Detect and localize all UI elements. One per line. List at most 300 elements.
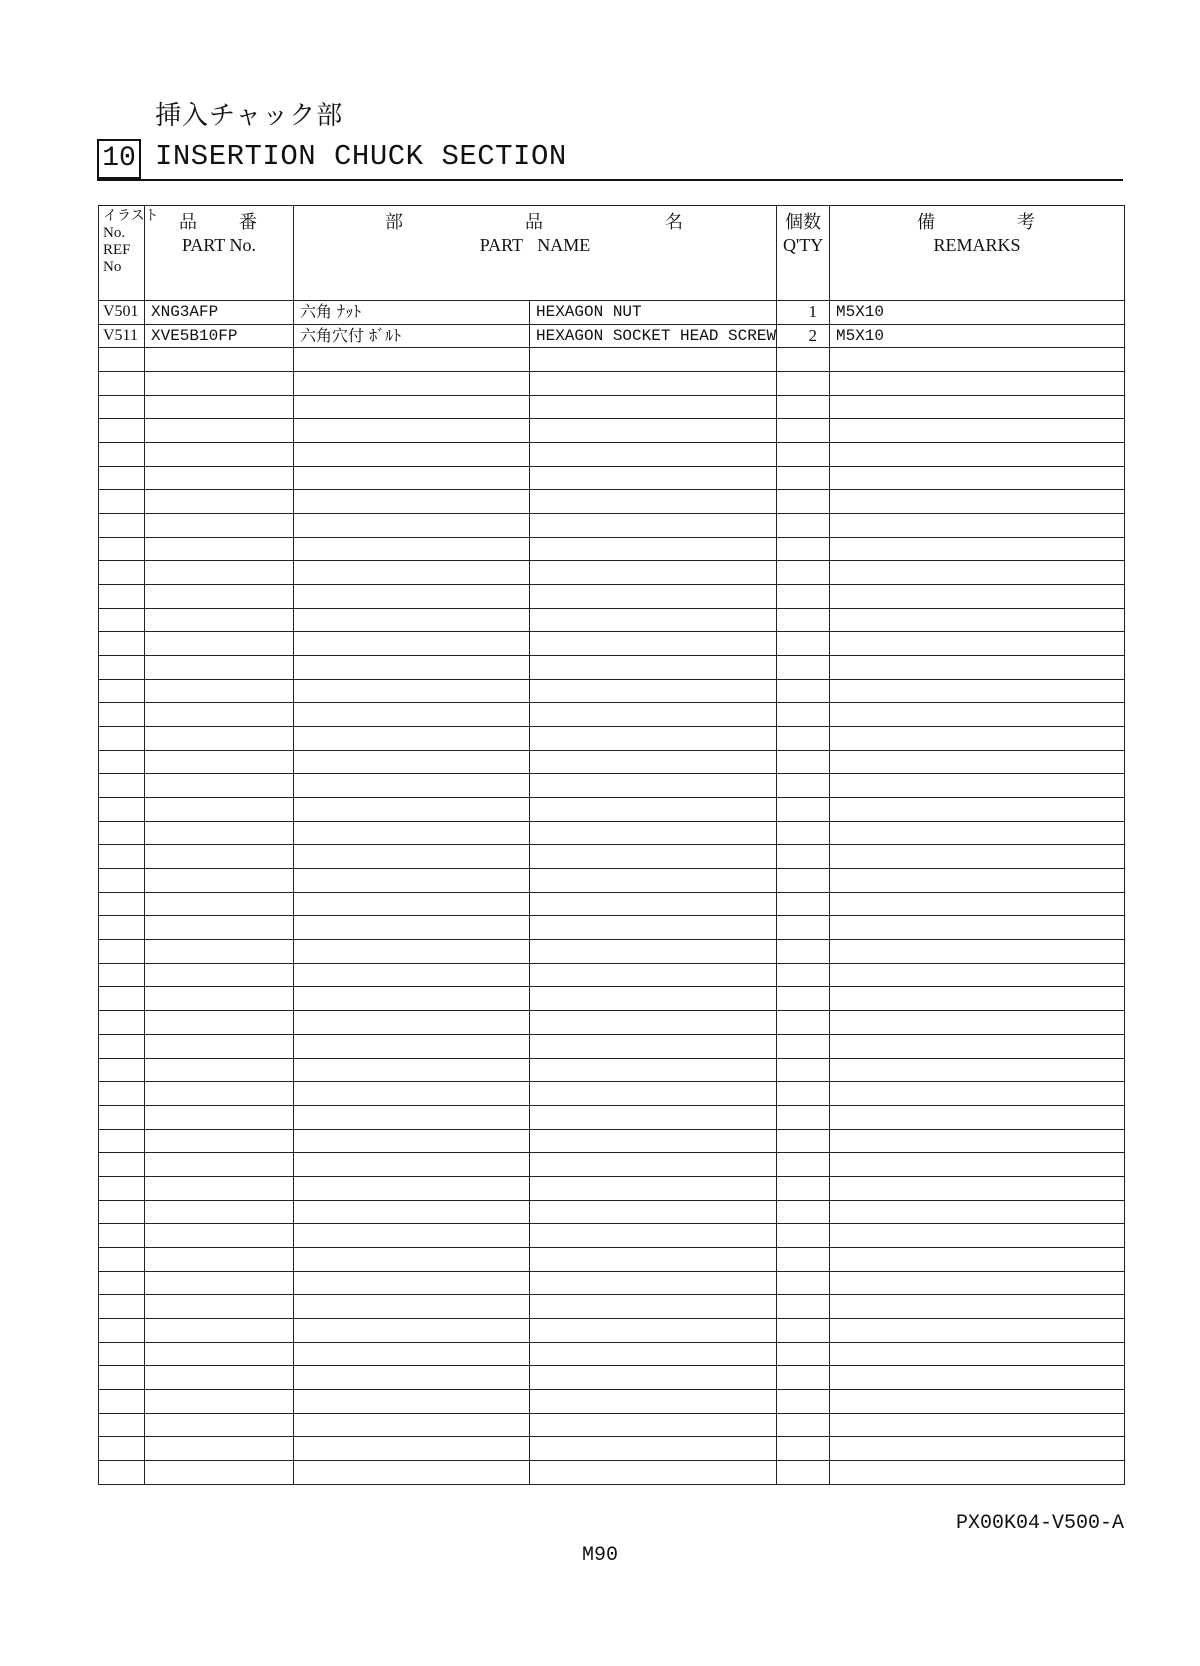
empty-cell (530, 1247, 777, 1271)
empty-cell (294, 395, 530, 419)
empty-row (99, 608, 1125, 632)
empty-row (99, 1342, 1125, 1366)
empty-cell (99, 1389, 145, 1413)
empty-row (99, 514, 1125, 538)
empty-row (99, 1318, 1125, 1342)
empty-cell (99, 561, 145, 585)
empty-cell (530, 466, 777, 490)
empty-cell (777, 1460, 830, 1484)
empty-cell (99, 774, 145, 798)
empty-cell (830, 514, 1125, 538)
empty-cell (830, 869, 1125, 893)
header-ref-no: イラスト No. REF No (99, 206, 145, 301)
empty-cell (99, 916, 145, 940)
empty-cell (777, 892, 830, 916)
empty-cell (99, 798, 145, 822)
empty-cell (530, 727, 777, 751)
empty-cell (145, 1318, 294, 1342)
empty-cell (777, 348, 830, 372)
empty-cell (145, 656, 294, 680)
empty-cell (99, 1437, 145, 1461)
empty-cell (294, 466, 530, 490)
empty-cell (530, 514, 777, 538)
empty-cell (294, 1389, 530, 1413)
empty-cell (530, 869, 777, 893)
section-number-box: 10 (97, 139, 141, 179)
empty-cell (777, 1176, 830, 1200)
empty-cell (145, 372, 294, 396)
empty-cell (145, 1413, 294, 1437)
cell-name-jp: 六角穴付 ﾎﾞﾙﾄ (294, 324, 530, 348)
empty-cell (294, 1082, 530, 1106)
empty-cell (99, 1247, 145, 1271)
empty-cell (830, 798, 1125, 822)
empty-cell (145, 419, 294, 443)
empty-cell (99, 1105, 145, 1129)
empty-cell (777, 1437, 830, 1461)
empty-cell (294, 798, 530, 822)
empty-cell (830, 1460, 1125, 1484)
empty-cell (830, 1153, 1125, 1177)
empty-cell (530, 419, 777, 443)
empty-cell (777, 821, 830, 845)
empty-cell (777, 1342, 830, 1366)
empty-cell (830, 1224, 1125, 1248)
empty-cell (294, 1437, 530, 1461)
empty-cell (145, 537, 294, 561)
empty-cell (530, 1011, 777, 1035)
empty-cell (294, 490, 530, 514)
empty-cell (530, 1129, 777, 1153)
empty-cell (830, 963, 1125, 987)
cell-qty: 1 (777, 301, 830, 325)
empty-cell (145, 561, 294, 585)
empty-cell (830, 1413, 1125, 1437)
empty-row (99, 1011, 1125, 1035)
empty-row (99, 561, 1125, 585)
empty-cell (145, 1176, 294, 1200)
empty-cell (294, 727, 530, 751)
empty-cell (145, 1389, 294, 1413)
empty-cell (777, 1389, 830, 1413)
empty-cell (777, 963, 830, 987)
empty-cell (99, 395, 145, 419)
empty-cell (830, 1437, 1125, 1461)
empty-cell (777, 1318, 830, 1342)
empty-row (99, 1437, 1125, 1461)
empty-cell (777, 372, 830, 396)
cell-ref: V501 (99, 301, 145, 325)
empty-cell (99, 372, 145, 396)
empty-cell (830, 1082, 1125, 1106)
empty-cell (830, 1034, 1125, 1058)
empty-cell (530, 798, 777, 822)
empty-cell (294, 348, 530, 372)
empty-cell (294, 940, 530, 964)
empty-cell (145, 585, 294, 609)
empty-row (99, 1129, 1125, 1153)
empty-cell (99, 1153, 145, 1177)
empty-row (99, 1153, 1125, 1177)
empty-cell (99, 679, 145, 703)
empty-cell (530, 1034, 777, 1058)
empty-cell (530, 916, 777, 940)
empty-cell (830, 537, 1125, 561)
empty-cell (99, 656, 145, 680)
empty-cell (145, 1342, 294, 1366)
empty-cell (530, 1342, 777, 1366)
empty-cell (830, 1129, 1125, 1153)
empty-cell (777, 1224, 830, 1248)
empty-cell (777, 679, 830, 703)
empty-cell (99, 608, 145, 632)
empty-cell (777, 1011, 830, 1035)
empty-cell (777, 1153, 830, 1177)
empty-cell (530, 703, 777, 727)
empty-cell (145, 1366, 294, 1390)
empty-cell (530, 1176, 777, 1200)
empty-cell (294, 1413, 530, 1437)
empty-cell (145, 1460, 294, 1484)
empty-row (99, 537, 1125, 561)
empty-cell (830, 585, 1125, 609)
empty-cell (145, 963, 294, 987)
empty-row (99, 1176, 1125, 1200)
empty-cell (777, 916, 830, 940)
empty-cell (777, 608, 830, 632)
empty-cell (777, 727, 830, 751)
empty-cell (145, 1034, 294, 1058)
empty-cell (777, 1034, 830, 1058)
empty-cell (530, 1318, 777, 1342)
cell-remarks: M5X10 (830, 324, 1125, 348)
empty-row (99, 490, 1125, 514)
cell-part-no: XNG3AFP (145, 301, 294, 325)
header-part-name: 部 品 名 PART NAME (294, 206, 777, 301)
empty-cell (830, 419, 1125, 443)
empty-cell (294, 1460, 530, 1484)
empty-row (99, 1247, 1125, 1271)
empty-cell (145, 987, 294, 1011)
empty-cell (530, 585, 777, 609)
empty-cell (777, 1105, 830, 1129)
empty-cell (530, 940, 777, 964)
empty-cell (777, 869, 830, 893)
empty-cell (530, 372, 777, 396)
empty-cell (530, 656, 777, 680)
empty-cell (99, 1082, 145, 1106)
empty-row (99, 372, 1125, 396)
empty-cell (145, 1082, 294, 1106)
empty-cell (830, 750, 1125, 774)
section-title-jp: 挿入チャック部 (155, 101, 344, 131)
empty-cell (99, 987, 145, 1011)
empty-cell (99, 632, 145, 656)
empty-cell (145, 632, 294, 656)
empty-cell (145, 845, 294, 869)
empty-cell (777, 537, 830, 561)
empty-cell (294, 869, 530, 893)
empty-row (99, 798, 1125, 822)
empty-cell (530, 1389, 777, 1413)
empty-cell (777, 585, 830, 609)
empty-cell (830, 916, 1125, 940)
empty-cell (294, 679, 530, 703)
header-qty: 個数 Q'TY (777, 206, 830, 301)
empty-cell (830, 395, 1125, 419)
empty-cell (145, 490, 294, 514)
empty-cell (294, 656, 530, 680)
empty-cell (145, 348, 294, 372)
cell-part-no: XVE5B10FP (145, 324, 294, 348)
empty-cell (294, 1271, 530, 1295)
empty-cell (530, 348, 777, 372)
empty-cell (294, 585, 530, 609)
empty-cell (294, 987, 530, 1011)
empty-cell (99, 750, 145, 774)
empty-cell (777, 1247, 830, 1271)
empty-cell (294, 514, 530, 538)
empty-cell (99, 1200, 145, 1224)
empty-cell (99, 1413, 145, 1437)
empty-row (99, 1413, 1125, 1437)
empty-cell (830, 466, 1125, 490)
empty-row (99, 892, 1125, 916)
empty-cell (830, 608, 1125, 632)
empty-cell (99, 514, 145, 538)
empty-cell (294, 632, 530, 656)
empty-cell (777, 774, 830, 798)
empty-cell (145, 798, 294, 822)
empty-row (99, 916, 1125, 940)
empty-cell (145, 1437, 294, 1461)
empty-cell (777, 1129, 830, 1153)
empty-row (99, 727, 1125, 751)
empty-cell (830, 727, 1125, 751)
empty-cell (294, 1318, 530, 1342)
empty-cell (530, 608, 777, 632)
empty-row (99, 395, 1125, 419)
empty-cell (830, 845, 1125, 869)
empty-cell (530, 1153, 777, 1177)
empty-cell (99, 348, 145, 372)
empty-cell (99, 1271, 145, 1295)
empty-cell (294, 561, 530, 585)
empty-cell (777, 1271, 830, 1295)
empty-cell (145, 821, 294, 845)
empty-cell (530, 1271, 777, 1295)
empty-row (99, 987, 1125, 1011)
empty-cell (145, 869, 294, 893)
empty-cell (530, 490, 777, 514)
empty-cell (99, 1342, 145, 1366)
empty-cell (777, 561, 830, 585)
table-row (99, 301, 1125, 325)
empty-cell (830, 1271, 1125, 1295)
empty-cell (530, 750, 777, 774)
empty-cell (294, 774, 530, 798)
empty-row (99, 703, 1125, 727)
empty-cell (530, 1200, 777, 1224)
empty-row (99, 1366, 1125, 1390)
empty-cell (530, 774, 777, 798)
empty-row (99, 1295, 1125, 1319)
empty-cell (294, 892, 530, 916)
empty-row (99, 869, 1125, 893)
empty-cell (777, 987, 830, 1011)
document-code: PX00K04-V500-A (955, 1512, 1124, 1535)
empty-cell (294, 1058, 530, 1082)
empty-cell (145, 1058, 294, 1082)
empty-cell (777, 466, 830, 490)
empty-cell (294, 1247, 530, 1271)
empty-cell (777, 490, 830, 514)
empty-cell (830, 892, 1125, 916)
empty-cell (294, 1129, 530, 1153)
empty-row (99, 1200, 1125, 1224)
empty-cell (777, 703, 830, 727)
empty-cell (830, 656, 1125, 680)
header-part-no: 品 番 PART No. (145, 206, 294, 301)
empty-cell (830, 1366, 1125, 1390)
empty-cell (145, 679, 294, 703)
table-row (99, 324, 1125, 348)
empty-cell (99, 585, 145, 609)
empty-row (99, 1389, 1125, 1413)
empty-cell (830, 1011, 1125, 1035)
empty-cell (830, 1295, 1125, 1319)
empty-cell (530, 1437, 777, 1461)
empty-cell (294, 1034, 530, 1058)
cell-name-jp: 六角 ﾅｯﾄ (294, 301, 530, 325)
page-number: M90 (581, 1544, 618, 1567)
empty-cell (145, 727, 294, 751)
empty-row (99, 419, 1125, 443)
empty-cell (530, 1460, 777, 1484)
empty-row (99, 656, 1125, 680)
empty-cell (145, 703, 294, 727)
empty-cell (145, 1271, 294, 1295)
empty-row (99, 585, 1125, 609)
empty-cell (830, 372, 1125, 396)
empty-cell (830, 561, 1125, 585)
cell-remarks: M5X10 (830, 301, 1125, 325)
empty-cell (830, 774, 1125, 798)
empty-row (99, 963, 1125, 987)
empty-cell (294, 703, 530, 727)
empty-cell (145, 916, 294, 940)
empty-cell (145, 466, 294, 490)
empty-cell (99, 821, 145, 845)
empty-cell (294, 1342, 530, 1366)
empty-cell (145, 750, 294, 774)
empty-row (99, 1460, 1125, 1484)
table-header-row (99, 206, 1125, 301)
empty-cell (777, 656, 830, 680)
empty-cell (99, 1034, 145, 1058)
empty-cell (830, 1200, 1125, 1224)
empty-cell (830, 821, 1125, 845)
cell-qty: 2 (777, 324, 830, 348)
empty-cell (830, 1247, 1125, 1271)
empty-row (99, 1058, 1125, 1082)
empty-cell (145, 395, 294, 419)
parts-table (98, 205, 1125, 1485)
empty-cell (530, 1082, 777, 1106)
empty-cell (294, 916, 530, 940)
empty-row (99, 443, 1125, 467)
empty-cell (99, 1366, 145, 1390)
empty-cell (99, 869, 145, 893)
empty-cell (99, 1129, 145, 1153)
empty-cell (294, 1176, 530, 1200)
empty-cell (294, 1366, 530, 1390)
empty-row (99, 1105, 1125, 1129)
empty-cell (530, 845, 777, 869)
empty-cell (830, 987, 1125, 1011)
empty-cell (294, 419, 530, 443)
empty-cell (145, 1153, 294, 1177)
empty-cell (830, 1058, 1125, 1082)
empty-row (99, 821, 1125, 845)
empty-cell (145, 1224, 294, 1248)
empty-cell (294, 1295, 530, 1319)
empty-cell (530, 443, 777, 467)
empty-cell (830, 1389, 1125, 1413)
empty-cell (99, 1011, 145, 1035)
empty-cell (530, 963, 777, 987)
empty-cell (99, 1176, 145, 1200)
empty-row (99, 632, 1125, 656)
empty-cell (777, 1200, 830, 1224)
empty-cell (294, 1224, 530, 1248)
empty-row (99, 1034, 1125, 1058)
empty-cell (777, 632, 830, 656)
empty-row (99, 940, 1125, 964)
title-underline (97, 179, 1123, 181)
empty-cell (830, 1176, 1125, 1200)
empty-cell (830, 1105, 1125, 1129)
empty-cell (294, 608, 530, 632)
cell-ref: V511 (99, 324, 145, 348)
empty-cell (530, 821, 777, 845)
empty-cell (99, 443, 145, 467)
empty-cell (530, 632, 777, 656)
empty-cell (294, 1105, 530, 1129)
empty-cell (530, 1295, 777, 1319)
empty-cell (830, 1318, 1125, 1342)
empty-cell (145, 940, 294, 964)
empty-cell (530, 395, 777, 419)
empty-cell (777, 1413, 830, 1437)
empty-cell (777, 1082, 830, 1106)
empty-cell (99, 537, 145, 561)
empty-cell (145, 1129, 294, 1153)
empty-cell (145, 774, 294, 798)
empty-cell (830, 703, 1125, 727)
empty-cell (294, 537, 530, 561)
empty-cell (145, 608, 294, 632)
empty-row (99, 679, 1125, 703)
empty-cell (99, 727, 145, 751)
empty-cell (294, 1200, 530, 1224)
empty-cell (99, 1295, 145, 1319)
empty-cell (145, 1105, 294, 1129)
empty-cell (145, 892, 294, 916)
empty-cell (294, 1011, 530, 1035)
empty-cell (145, 1200, 294, 1224)
empty-cell (530, 537, 777, 561)
